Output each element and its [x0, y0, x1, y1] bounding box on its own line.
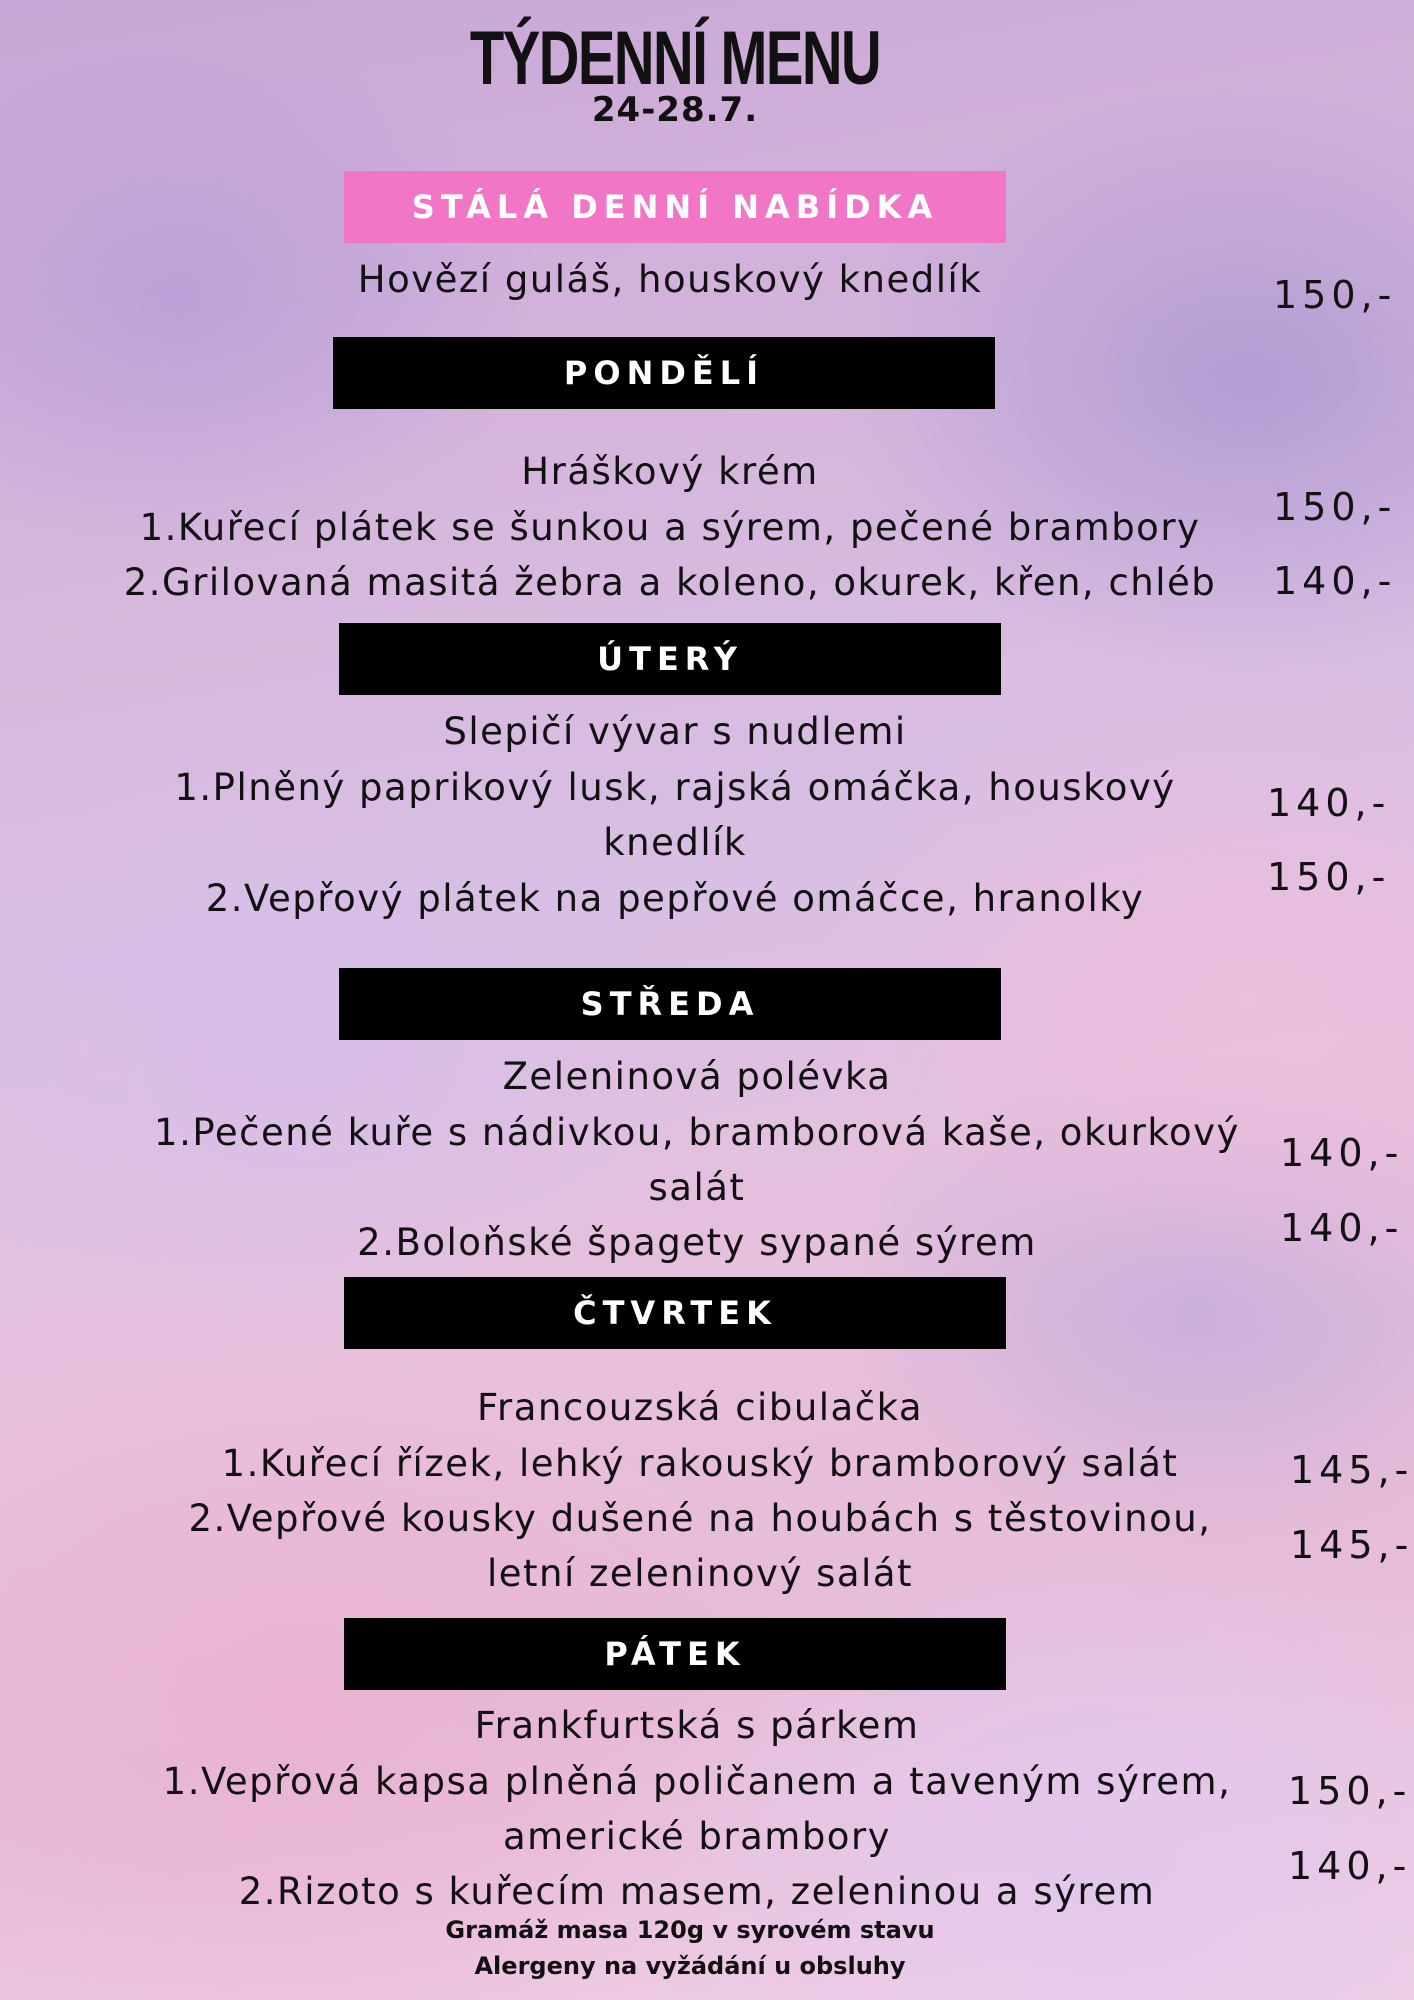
monday-dish-1: 1.Kuřecí plátek se šunkou a sýrem, pečené brambory	[139, 506, 1201, 549]
section-header-friday: PÁTEK	[344, 1618, 1006, 1690]
thursday-price-1: 145,-	[1290, 1448, 1414, 1492]
section-header-monday: PONDĚLÍ	[333, 337, 995, 409]
monday-price-1: 150,-	[1273, 485, 1397, 529]
friday-dish-2: 2.Rizoto s kuřecím masem, zeleninou a sýrem	[238, 1870, 1156, 1913]
footer-note-weight: Gramáž masa 120g v syrovém stavu	[445, 1916, 935, 1944]
standing-dish: Hovězí guláš, houskový knedlík	[357, 258, 983, 301]
friday-dish-1-line-2: americké brambory	[502, 1815, 892, 1858]
thursday-dish-2-line-2: letní zeleninový salát	[486, 1552, 914, 1595]
thursday-dish-2-line-1: 2.Vepřové kousky dušené na houbách s těstovinou,	[188, 1497, 1212, 1540]
standing-price: 150,-	[1273, 273, 1397, 317]
wednesday-dish-1-line-1: 1.Pečené kuře s nádivkou, bramborová kaše, okurkový	[154, 1111, 1240, 1154]
tuesday-price-1: 140,-	[1267, 781, 1391, 825]
thursday-soup: Francouzská cibulačka	[476, 1386, 924, 1429]
friday-dish-1-line-1: 1.Vepřová kapsa plněná poličanem a taveným sýrem,	[162, 1760, 1232, 1803]
tuesday-dish-1-line-1: 1.Plněný paprikový lusk, rajská omáčka, houskový	[174, 766, 1176, 809]
friday-soup: Frankfurtská s párkem	[474, 1704, 920, 1747]
section-header-wednesday: STŘEDA	[339, 968, 1001, 1040]
wednesday-soup: Zeleninová polévka	[502, 1055, 892, 1098]
section-header-standing-offer: STÁLÁ DENNÍ NABÍDKA	[344, 171, 1006, 243]
footer-note-allergens: Alergeny na vyžádání u obsluhy	[474, 1952, 906, 1980]
wednesday-price-1: 140,-	[1280, 1131, 1404, 1175]
section-header-thursday: ČTVRTEK	[344, 1277, 1006, 1349]
tuesday-dish-2: 2.Vepřový plátek na pepřové omáčce, hranolky	[205, 877, 1145, 920]
monday-dish-2: 2.Grilovaná masitá žebra a koleno, okurek, křen, chléb	[123, 561, 1217, 604]
tuesday-dish-1-line-2: knedlík	[603, 821, 747, 864]
monday-soup: Hráškový krém	[521, 450, 819, 493]
friday-price-1: 150,-	[1288, 1769, 1412, 1813]
thursday-price-2: 145,-	[1290, 1523, 1414, 1567]
tuesday-price-2: 150,-	[1267, 855, 1391, 899]
section-header-tuesday: ÚTERÝ	[339, 623, 1001, 695]
thursday-dish-1: 1.Kuřecí řízek, lehký rakouský bramborový salát	[221, 1442, 1179, 1485]
menu-date: 24-28.7.	[591, 90, 759, 130]
wednesday-price-2: 140,-	[1280, 1206, 1404, 1250]
tuesday-soup: Slepičí vývar s nudlemi	[443, 710, 907, 753]
wednesday-dish-1-line-2: salát	[648, 1166, 746, 1209]
menu-title: TÝDENNÍ MENU	[469, 16, 881, 101]
wednesday-dish-2: 2.Boloňské špagety sypané sýrem	[357, 1221, 1037, 1264]
friday-price-2: 140,-	[1288, 1844, 1412, 1888]
monday-price-2: 140,-	[1273, 559, 1397, 603]
